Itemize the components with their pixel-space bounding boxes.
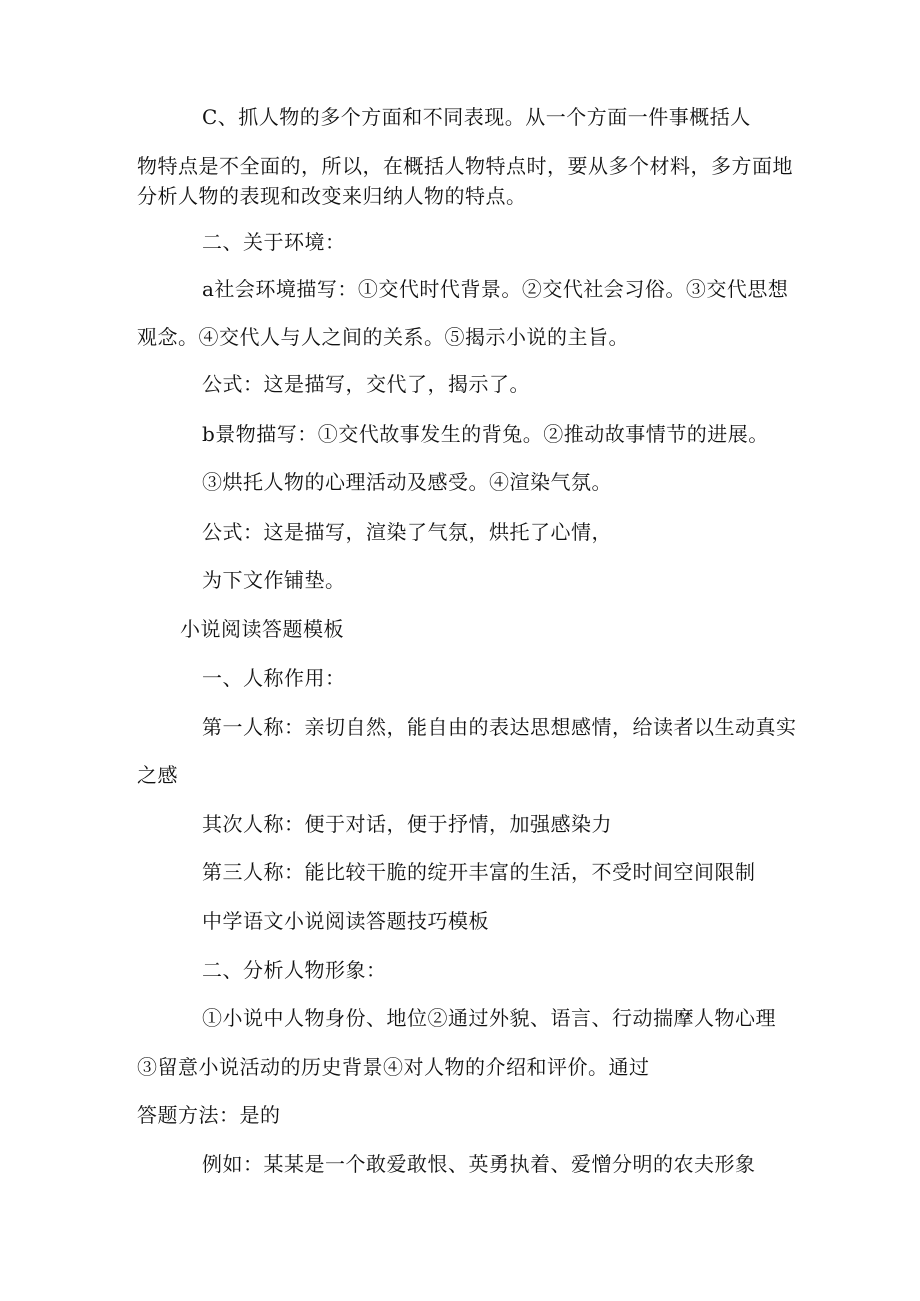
first-person-line-1: 第一人称：亲切自然，能自由的表达思想感情，给读者以生动真实 — [202, 715, 797, 739]
section-heading-character: 二、分析人物形象： — [202, 958, 387, 982]
character-analysis-line-1: ①小说中人物身份、地位②通过外貌、语言、行动揣摩人物心理 — [202, 1006, 776, 1030]
paragraph-c-line-2: 物特点是不全面的，所以，在概括人物特点时，要从多个材料，多方面地 — [137, 154, 793, 178]
social-environment-line-2: 观念。④交代人与人之间的关系。⑤揭示小说的主旨。 — [137, 325, 629, 349]
formula-scenery-cont: 为下文作铺垫。 — [202, 568, 346, 592]
paragraph-c-line-3: 分析人物的表现和改变来归纳人物的特点。 — [137, 184, 527, 208]
third-person-line: 第三人称：能比较干脆的绽开丰富的生活，不受时间空间限制 — [202, 860, 756, 884]
character-analysis-line-2: ③留意小说活动的历史背景④对人物的介绍和评价。通过 — [137, 1055, 650, 1079]
example-line: 例如：某某是一个敢爱敢恨、英勇执着、爱憎分明的农夫形象 — [202, 1152, 756, 1176]
section-heading-person: 一、人称作用： — [202, 666, 346, 690]
answer-method-line: 答题方法：是的 — [137, 1103, 281, 1127]
scenery-description-line-2: ③烘托人物的心理活动及感受。④渲染气氛。 — [202, 470, 612, 494]
formula-scenery: 公式：这是描写，渲染了气氛，烘托了心情， — [202, 520, 612, 544]
section-title-template: 小说阅读答题模板 — [180, 617, 344, 641]
section-title-skills: 中学语文小说阅读答题技巧模板 — [202, 909, 489, 933]
section-heading-environment: 二、关于环境： — [202, 230, 346, 254]
formula-social: 公式：这是描写，交代了，揭示了。 — [202, 372, 530, 396]
paragraph-c-line-1: C、抓人物的多个方面和不同表现。从一个方面一件事概括人 — [202, 105, 751, 129]
social-environment-line-1: a社会环境描写：①交代时代背景。②交代社会习俗。③交代思想 — [202, 277, 789, 301]
second-person-line: 其次人称：便于对话，便于抒情，加强感染力 — [202, 812, 612, 836]
first-person-line-2: 之感 — [137, 763, 178, 787]
scenery-description-line-1: b景物描写：①交代故事发生的背兔。②推动故事情节的进展。 — [202, 422, 769, 446]
